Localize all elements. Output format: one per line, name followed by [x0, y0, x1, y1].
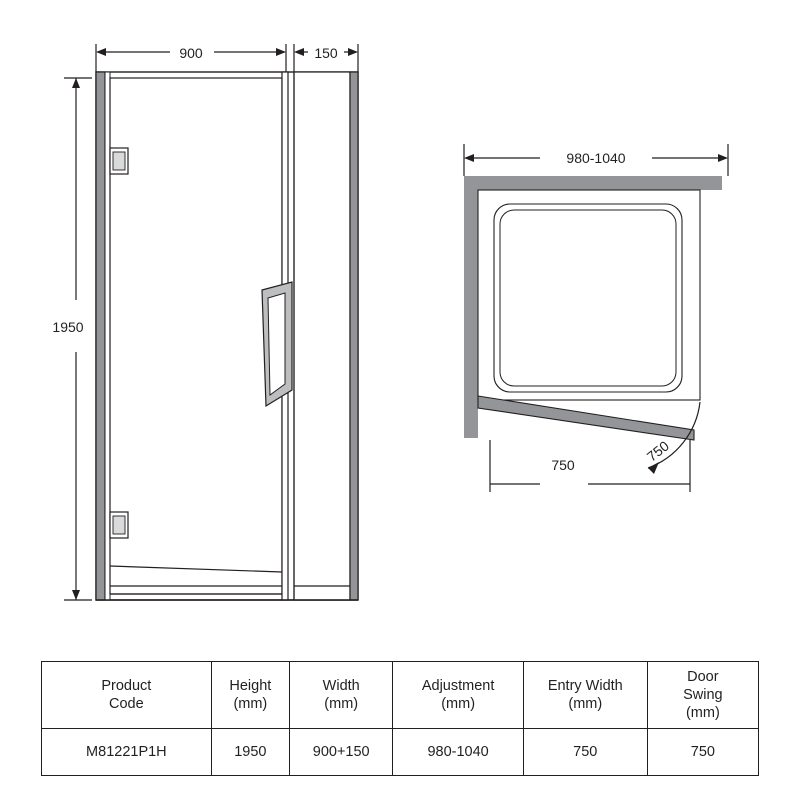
header-adjustment-line1: Adjustment	[421, 678, 495, 695]
header-product-code-line2: Code	[109, 696, 144, 713]
cell-width: 900+150	[290, 729, 393, 776]
header-width	[290, 662, 393, 729]
arrowhead-right-900	[276, 48, 286, 56]
header-entry-width	[523, 662, 647, 729]
elevation-view	[52, 41, 358, 600]
header-product-code	[42, 662, 212, 729]
header-width-line2: (mm)	[324, 696, 359, 713]
header-door-swing-line2: Swing	[683, 687, 723, 704]
header-door-swing	[647, 662, 758, 729]
dim-label-height: 1950	[52, 319, 84, 335]
door-hinge-bottom	[110, 512, 128, 538]
arrowhead-right-150	[348, 48, 358, 56]
arrowhead-bottom-height	[72, 590, 80, 600]
header-entry-width-line2: (mm)	[568, 696, 603, 713]
side-panel-profile-right	[350, 72, 358, 600]
header-adjustment	[393, 662, 523, 729]
header-door-swing-line3: (mm)	[685, 705, 720, 722]
plan-wall-top	[464, 176, 722, 190]
arrowhead-right-plan-width	[718, 154, 728, 162]
cell-adjustment: 980-1040	[393, 729, 523, 776]
header-height-line1: Height	[229, 678, 272, 695]
wall-profile-left-inner	[105, 72, 110, 600]
table-header-row	[42, 662, 759, 729]
header-entry-width-line1: Entry Width	[547, 678, 623, 695]
fixed-side-panel	[294, 72, 350, 600]
cell-door-swing: 750	[647, 729, 758, 776]
header-height-line2: (mm)	[233, 696, 268, 713]
dim-label-panel-width: 150	[314, 45, 338, 61]
wall-profile-left	[96, 72, 105, 600]
arrowhead-left-150	[294, 48, 304, 56]
arrowhead-left-plan-width	[464, 154, 474, 162]
plan-view	[464, 144, 728, 492]
door-hinge-top	[110, 148, 128, 174]
dim-label-entry-width: 750	[551, 457, 575, 473]
arrowhead-left-900	[96, 48, 106, 56]
cell-entry-width: 750	[523, 729, 647, 776]
arrowhead-top-height	[72, 78, 80, 88]
cell-product-code: M81221P1H	[42, 729, 212, 776]
door-glass-panel	[110, 78, 282, 594]
cell-height: 1950	[211, 729, 289, 776]
dim-label-door-swing: 750	[643, 437, 673, 465]
header-height	[211, 662, 289, 729]
elevation-height-dimension-line	[64, 78, 92, 600]
door-handle	[262, 282, 292, 406]
header-door-swing-line1: Door	[687, 669, 719, 685]
header-adjustment-line2: (mm)	[441, 696, 476, 713]
specification-table	[41, 661, 759, 776]
header-width-line1: Width	[322, 678, 360, 695]
plan-tray-inner	[500, 210, 676, 386]
table-row	[42, 729, 759, 776]
plan-wall-left	[464, 176, 478, 438]
plan-door-leaf	[478, 396, 694, 440]
dim-label-overall-width: 980-1040	[566, 150, 626, 166]
header-product-code-line1: Product	[101, 678, 152, 695]
dim-label-door-width: 900	[179, 45, 203, 61]
